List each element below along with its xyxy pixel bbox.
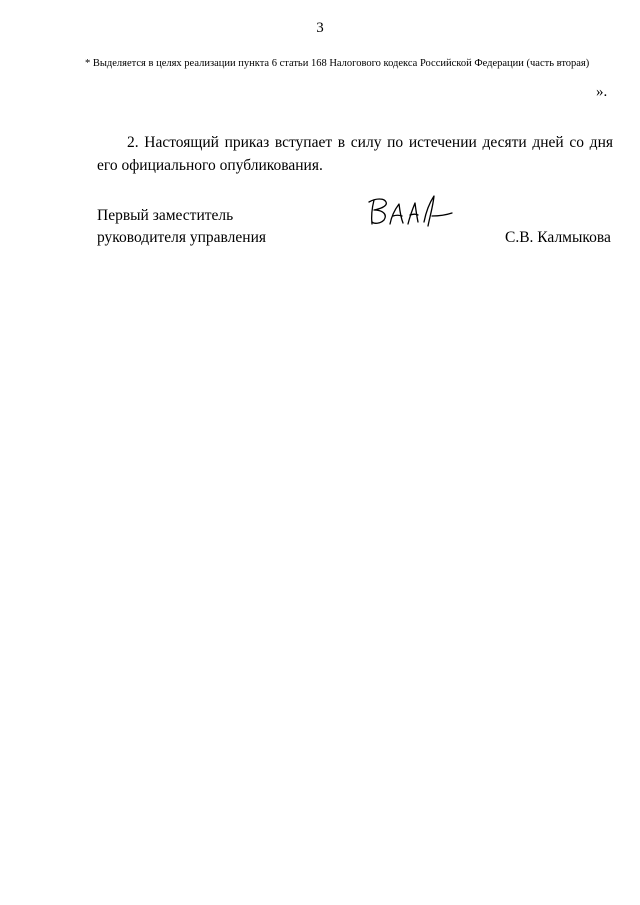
footnote: * Выделяется в целях реализации пункта 6 статьи 168 Налогового кодекса Российской Федерации (часть вторая) bbox=[85, 58, 590, 69]
signer-title-line1: Первый заместитель bbox=[97, 207, 234, 224]
closing-quote: ». bbox=[596, 84, 608, 100]
signer-title bbox=[97, 205, 266, 249]
page-number: 3 bbox=[316, 20, 324, 36]
order-paragraph: 2. Настоящий приказ вступает в силу по истечении десяти дней со дня его официального опубликования. bbox=[97, 134, 613, 174]
signer-name: С.В. Калмыкова bbox=[505, 229, 611, 246]
handwritten-signature bbox=[366, 190, 456, 234]
signer-title-line2: руководителя управления bbox=[97, 229, 267, 246]
